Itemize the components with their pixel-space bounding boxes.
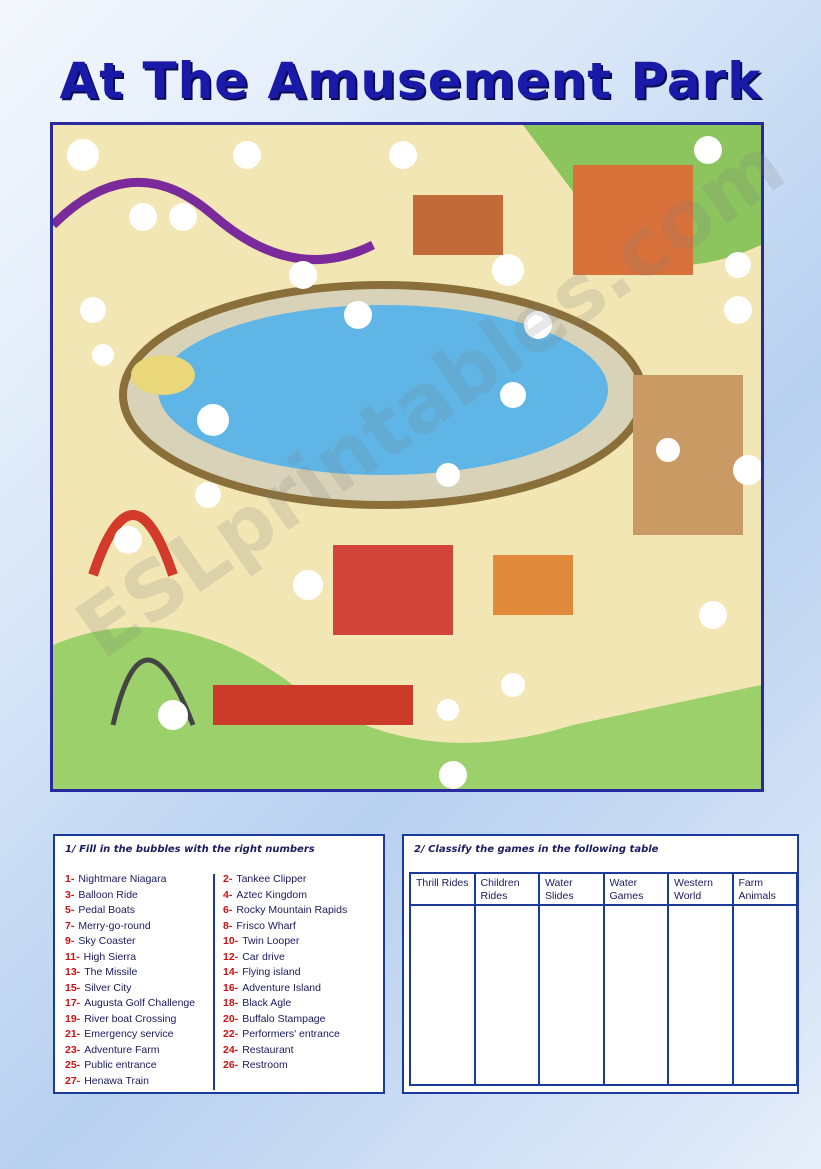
list-item: 22- Performers' entrance (223, 1028, 340, 1040)
list-item: 25- Public entrance (65, 1059, 157, 1071)
column-cell[interactable] (411, 906, 474, 1084)
list-item: 8- Frisco Wharf (223, 919, 296, 932)
list-item: 16- Adventure Island (223, 981, 321, 994)
column-header: Water Slides (540, 874, 603, 906)
list-item: 19- River boat Crossing (65, 1012, 177, 1025)
park-map-illustration (53, 125, 761, 789)
table-column (669, 874, 734, 1084)
exercise-2-heading: 2/ Classify the games in the following table (414, 844, 659, 855)
column-cell[interactable] (476, 906, 539, 1084)
exercise-2-panel (402, 834, 799, 1094)
list-item: 1- Nightmare Niagara (65, 873, 167, 885)
column-header: Farm Animals (734, 874, 797, 906)
exercise-1-panel (53, 834, 385, 1094)
table-column (734, 874, 797, 1084)
column-header: Thrill Rides (411, 874, 474, 906)
list-item: 20- Buffalo Stampage (223, 1012, 326, 1025)
list-item: 15- Silver City (65, 981, 132, 994)
exercise-1-list-right (223, 872, 347, 1074)
list-item: 3- Balloon Ride (65, 888, 138, 901)
list-item: 23- Adventure Farm (65, 1043, 160, 1056)
table-column (411, 874, 476, 1084)
park-map (50, 122, 764, 792)
column-cell[interactable] (540, 906, 603, 1084)
column-header: Western World (669, 874, 732, 906)
list-item: 12- Car drive (223, 950, 285, 963)
table-column (605, 874, 670, 1084)
table-column (476, 874, 541, 1084)
list-item: 17- Augusta Golf Challenge (65, 997, 196, 1009)
list-item: 21- Emergency service (65, 1028, 174, 1040)
list-divider (213, 874, 215, 1090)
column-cell[interactable] (734, 906, 797, 1084)
table-column (540, 874, 605, 1084)
list-item: 27- Henawa Train (65, 1074, 149, 1087)
list-item: 26- Restroom (223, 1059, 288, 1071)
list-item: 11- High Sierra (65, 950, 137, 963)
classification-table (409, 872, 798, 1086)
list-item: 2- Tankee Clipper (223, 873, 307, 885)
list-item: 9- Sky Coaster (65, 935, 136, 947)
column-cell[interactable] (605, 906, 668, 1084)
list-item: 14- Flying island (223, 966, 301, 978)
list-item: 10- Twin Looper (223, 935, 300, 947)
column-cell[interactable] (669, 906, 732, 1084)
list-item: 18- Black Agle (223, 997, 292, 1009)
column-header: Water Games (605, 874, 668, 906)
list-item: 24- Restaurant (223, 1043, 294, 1056)
list-item: 5- Pedal Boats (65, 904, 135, 916)
exercise-1-list-left (65, 872, 195, 1089)
exercise-1-heading: 1/ Fill in the bubbles with the right numbers (65, 844, 315, 855)
list-item: 4- Aztec Kingdom (223, 888, 307, 901)
list-item: 7- Merry-go-round (65, 919, 151, 932)
list-item: 13- The Missile (65, 966, 138, 978)
list-item: 6- Rocky Mountain Rapids (223, 904, 348, 916)
column-header: Children Rides (476, 874, 539, 906)
page-title: At The Amusement Park (59, 52, 762, 110)
